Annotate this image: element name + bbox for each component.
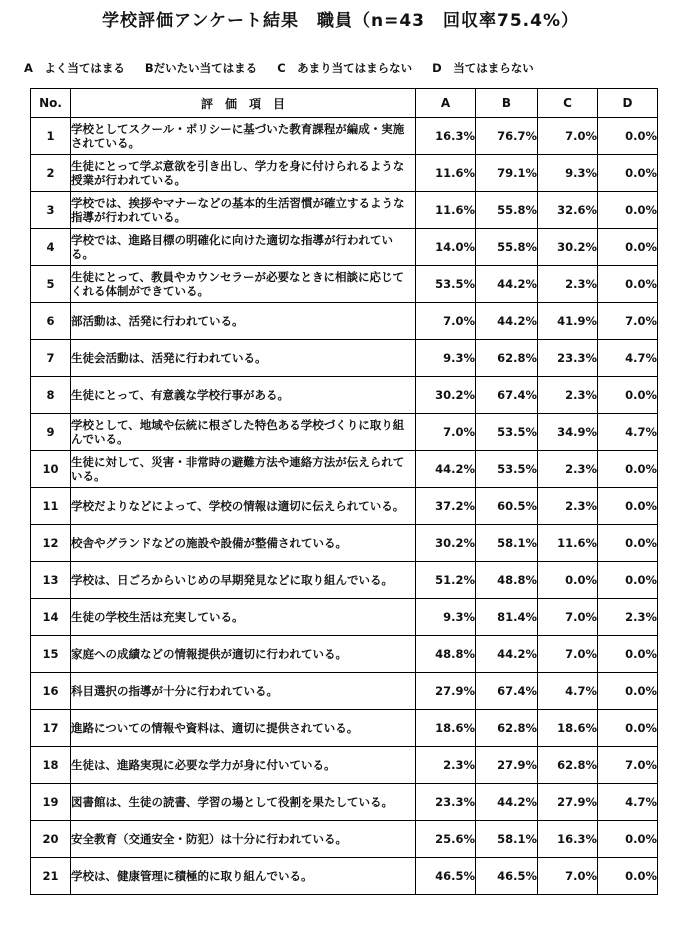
row-a-value: 44.2% <box>416 451 476 488</box>
row-c-value: 0.0% <box>538 562 598 599</box>
table-row <box>31 414 658 451</box>
row-a-value: 18.6% <box>416 710 476 747</box>
table-row <box>31 118 658 155</box>
row-b-value: 76.7% <box>476 118 538 155</box>
row-number: 8 <box>31 377 71 414</box>
evaluation-table <box>30 88 658 895</box>
row-item: 生徒に対して、災害・非常時の避難方法や連絡方法が伝えられている。 <box>71 451 416 488</box>
row-c-value: 18.6% <box>538 710 598 747</box>
row-b-value: 44.2% <box>476 303 538 340</box>
legend-d: D 当てはまらない <box>432 61 534 75</box>
row-item: 学校では、挨拶やマナーなどの基本的生活習慣が確立するような指導が行われている。 <box>71 192 416 229</box>
row-a-value: 37.2% <box>416 488 476 525</box>
row-item: 学校では、進路目標の明確化に向けた適切な指導が行われている。 <box>71 229 416 266</box>
row-b-value: 27.9% <box>476 747 538 784</box>
row-b-value: 53.5% <box>476 451 538 488</box>
row-d-value: 0.0% <box>598 451 658 488</box>
row-c-value: 11.6% <box>538 525 598 562</box>
row-d-value: 2.3% <box>598 599 658 636</box>
row-b-value: 67.4% <box>476 377 538 414</box>
row-number: 2 <box>31 155 71 192</box>
table-row <box>31 192 658 229</box>
header-d: D <box>598 89 658 118</box>
row-c-value: 7.0% <box>538 599 598 636</box>
row-c-value: 7.0% <box>538 858 598 895</box>
row-c-value: 62.8% <box>538 747 598 784</box>
header-item: 評 価 項 目 <box>71 89 416 118</box>
table-row <box>31 599 658 636</box>
row-d-value: 0.0% <box>598 525 658 562</box>
row-c-value: 2.3% <box>538 377 598 414</box>
row-b-value: 62.8% <box>476 710 538 747</box>
row-item: 学校は、日ごろからいじめの早期発見などに取り組んでいる。 <box>71 562 416 599</box>
row-d-value: 0.0% <box>598 710 658 747</box>
table-row <box>31 858 658 895</box>
table-row <box>31 451 658 488</box>
row-item: 科目選択の指導が十分に行われている。 <box>71 673 416 710</box>
table-body <box>31 118 658 895</box>
row-c-value: 2.3% <box>538 266 598 303</box>
table-row <box>31 303 658 340</box>
row-b-value: 55.8% <box>476 229 538 266</box>
row-b-value: 46.5% <box>476 858 538 895</box>
row-item: 家庭への成績などの情報提供が適切に行われている。 <box>71 636 416 673</box>
row-item: 生徒会活動は、活発に行われている。 <box>71 340 416 377</box>
table-row <box>31 747 658 784</box>
row-a-value: 9.3% <box>416 599 476 636</box>
row-c-value: 4.7% <box>538 673 598 710</box>
header-a: A <box>416 89 476 118</box>
row-a-value: 11.6% <box>416 155 476 192</box>
row-b-value: 58.1% <box>476 821 538 858</box>
row-number: 20 <box>31 821 71 858</box>
row-b-value: 62.8% <box>476 340 538 377</box>
row-b-value: 67.4% <box>476 673 538 710</box>
row-number: 7 <box>31 340 71 377</box>
row-b-value: 44.2% <box>476 784 538 821</box>
row-number: 12 <box>31 525 71 562</box>
row-a-value: 2.3% <box>416 747 476 784</box>
legend-b: Bだいたい当てはまる <box>144 61 258 75</box>
table-row <box>31 266 658 303</box>
row-number: 19 <box>31 784 71 821</box>
row-b-value: 60.5% <box>476 488 538 525</box>
row-number: 18 <box>31 747 71 784</box>
row-c-value: 7.0% <box>538 636 598 673</box>
table-row <box>31 821 658 858</box>
row-c-value: 2.3% <box>538 488 598 525</box>
row-a-value: 9.3% <box>416 340 476 377</box>
header-c: C <box>538 89 598 118</box>
row-number: 11 <box>31 488 71 525</box>
row-a-value: 48.8% <box>416 636 476 673</box>
row-d-value: 0.0% <box>598 636 658 673</box>
row-a-value: 7.0% <box>416 303 476 340</box>
row-number: 3 <box>31 192 71 229</box>
header-no: No. <box>31 89 71 118</box>
row-item: 学校としてスクール・ポリシーに基づいた教育課程が編成・実施されている。 <box>71 118 416 155</box>
row-a-value: 25.6% <box>416 821 476 858</box>
table-row <box>31 636 658 673</box>
table-row <box>31 525 658 562</box>
row-d-value: 4.7% <box>598 340 658 377</box>
row-b-value: 81.4% <box>476 599 538 636</box>
row-d-value: 4.7% <box>598 784 658 821</box>
row-d-value: 7.0% <box>598 303 658 340</box>
row-item: 生徒の学校生活は充実している。 <box>71 599 416 636</box>
row-number: 4 <box>31 229 71 266</box>
row-c-value: 9.3% <box>538 155 598 192</box>
row-a-value: 23.3% <box>416 784 476 821</box>
table-row <box>31 710 658 747</box>
row-a-value: 30.2% <box>416 377 476 414</box>
row-item: 生徒にとって、教員やカウンセラーが必要なときに相談に応じてくれる体制ができている。 <box>71 266 416 303</box>
table-row <box>31 340 658 377</box>
header-b: B <box>476 89 538 118</box>
row-a-value: 27.9% <box>416 673 476 710</box>
table-header-row <box>31 89 658 118</box>
row-number: 17 <box>31 710 71 747</box>
row-number: 9 <box>31 414 71 451</box>
row-d-value: 7.0% <box>598 747 658 784</box>
row-c-value: 16.3% <box>538 821 598 858</box>
row-item: 学校として、地域や伝統に根ざした特色ある学校づくりに取り組んでいる。 <box>71 414 416 451</box>
table-row <box>31 562 658 599</box>
row-a-value: 51.2% <box>416 562 476 599</box>
row-b-value: 48.8% <box>476 562 538 599</box>
row-d-value: 0.0% <box>598 673 658 710</box>
row-item: 校舎やグランドなどの施設や設備が整備されている。 <box>71 525 416 562</box>
row-b-value: 53.5% <box>476 414 538 451</box>
row-b-value: 44.2% <box>476 266 538 303</box>
row-c-value: 27.9% <box>538 784 598 821</box>
row-number: 14 <box>31 599 71 636</box>
table-row <box>31 155 658 192</box>
row-number: 6 <box>31 303 71 340</box>
row-d-value: 0.0% <box>598 562 658 599</box>
row-item: 部活動は、活発に行われている。 <box>71 303 416 340</box>
row-c-value: 7.0% <box>538 118 598 155</box>
row-number: 10 <box>31 451 71 488</box>
legend-c: C あまり当てはまらない <box>277 61 413 75</box>
row-d-value: 4.7% <box>598 414 658 451</box>
row-a-value: 16.3% <box>416 118 476 155</box>
row-a-value: 30.2% <box>416 525 476 562</box>
row-d-value: 0.0% <box>598 155 658 192</box>
table-row <box>31 784 658 821</box>
row-item: 進路についての情報や資料は、適切に提供されている。 <box>71 710 416 747</box>
row-c-value: 30.2% <box>538 229 598 266</box>
row-d-value: 0.0% <box>598 266 658 303</box>
table-row <box>31 229 658 266</box>
legend-a: A よく当てはまる <box>24 61 125 75</box>
row-d-value: 0.0% <box>598 118 658 155</box>
row-d-value: 0.0% <box>598 488 658 525</box>
row-c-value: 32.6% <box>538 192 598 229</box>
table-row <box>31 673 658 710</box>
row-d-value: 0.0% <box>598 377 658 414</box>
table-row <box>31 488 658 525</box>
row-d-value: 0.0% <box>598 858 658 895</box>
row-c-value: 41.9% <box>538 303 598 340</box>
row-number: 5 <box>31 266 71 303</box>
row-item: 学校だよりなどによって、学校の情報は適切に伝えられている。 <box>71 488 416 525</box>
row-number: 1 <box>31 118 71 155</box>
row-c-value: 23.3% <box>538 340 598 377</box>
row-number: 16 <box>31 673 71 710</box>
row-a-value: 14.0% <box>416 229 476 266</box>
row-a-value: 53.5% <box>416 266 476 303</box>
row-b-value: 58.1% <box>476 525 538 562</box>
row-item: 安全教育（交通安全・防犯）は十分に行われている。 <box>71 821 416 858</box>
table-row <box>31 377 658 414</box>
row-item: 生徒にとって学ぶ意欲を引き出し、学力を身に付けられるような授業が行われている。 <box>71 155 416 192</box>
row-item: 学校は、健康管理に積極的に取り組んでいる。 <box>71 858 416 895</box>
row-b-value: 55.8% <box>476 192 538 229</box>
row-item: 図書館は、生徒の読書、学習の場として役割を果たしている。 <box>71 784 416 821</box>
page-title: 学校評価アンケート結果 職員（n=43 回収率75.4%） <box>102 11 579 31</box>
row-number: 15 <box>31 636 71 673</box>
row-a-value: 11.6% <box>416 192 476 229</box>
row-d-value: 0.0% <box>598 821 658 858</box>
row-a-value: 7.0% <box>416 414 476 451</box>
row-d-value: 0.0% <box>598 192 658 229</box>
answer-legend <box>24 60 664 76</box>
row-item: 生徒は、進路実現に必要な学力が身に付いている。 <box>71 747 416 784</box>
row-number: 21 <box>31 858 71 895</box>
row-a-value: 46.5% <box>416 858 476 895</box>
row-d-value: 0.0% <box>598 229 658 266</box>
row-item: 生徒にとって、有意義な学校行事がある。 <box>71 377 416 414</box>
row-b-value: 79.1% <box>476 155 538 192</box>
row-b-value: 44.2% <box>476 636 538 673</box>
row-number: 13 <box>31 562 71 599</box>
row-c-value: 34.9% <box>538 414 598 451</box>
row-c-value: 2.3% <box>538 451 598 488</box>
